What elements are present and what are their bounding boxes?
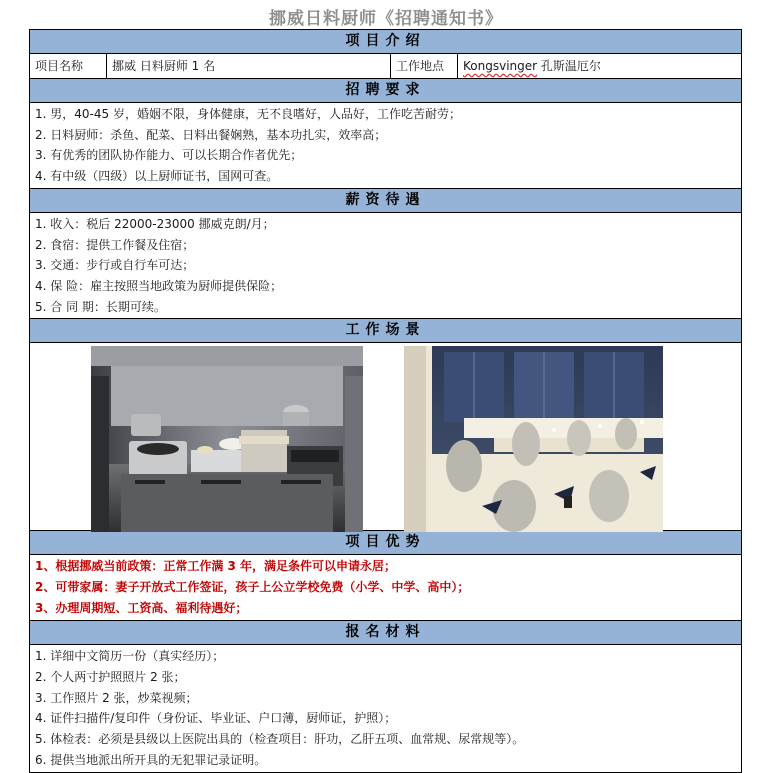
section-header-advantages: 项目优势 [30,531,741,555]
list-item: 2、可带家属：妻子开放式工作签证，孩子上公立学校免费（小学、中学、高中）； [35,580,470,595]
section-header-requirements: 招聘要求 [30,79,741,103]
dining-room-photo [404,346,663,532]
list-item: 3、办理周期短、工资高、福利待遇好； [35,601,248,616]
list-item: 4. 证件扫描件/复印件（身份证、毕业证、户口薄，厨师证，护照）； [35,711,397,726]
list-item: 1、根据挪威当前政策：正常工作满 3 年，满足条件可以申请永居； [35,559,397,574]
kitchen-photo [91,346,363,532]
list-item: 3. 工作照片 2 张，炒菜视频； [35,690,198,705]
section-header-salary: 薪资待遇 [30,189,741,213]
project-info-row [30,54,741,79]
workplace-photos [30,343,741,531]
location-cn: 孔斯温厄尔 [537,59,601,73]
section-header-materials: 报名材料 [30,621,741,645]
section-header-project-intro: 项目介绍 [30,30,741,54]
advantages-list [30,555,741,621]
location-en: Kongsvinger [463,59,538,73]
list-item: 3. 交通：步行或自行车可达； [35,258,195,273]
list-item: 2. 个人两寸护照照片 2 张； [35,670,186,685]
list-item: 5. 体检表：必须是县级以上医院出具的（检查项目：肝功，乙肝五项、血常规、尿常规等）。 [35,732,525,747]
project-name-label: 项目名称 [30,54,107,78]
requirements-list [30,103,741,189]
list-item: 5. 合 同 期：长期可续。 [35,299,166,314]
list-item: 1. 男，40-45 岁，婚姻不限，身体健康，无不良嗜好，人品好，工作吃苦耐劳； [35,107,461,121]
list-item: 4. 保 险：雇主按照当地政策为厨师提供保险； [35,278,283,293]
materials-list [30,645,741,771]
list-item: 3. 有优秀的团队协作能力、可以长期合作者优先； [35,148,303,163]
location-label: 工作地点 [391,54,458,78]
project-name-value: 挪威 日料厨师 1 名 [107,54,391,78]
recruitment-form [29,29,742,773]
list-item: 2. 日料厨师：杀鱼、配菜、日料出餐娴熟，基本功扎实，效率高； [35,127,387,142]
list-item: 4. 有中级（四级）以上厨师证书，国网可查。 [35,169,279,184]
list-item: 1. 收入：税后 22000-23000 挪威克朗/月； [35,216,275,231]
page-title: 挪威日料厨师《招聘通知书》 [269,9,503,29]
list-item: 2. 食宿：提供工作餐及住宿； [35,237,195,252]
salary-list [30,213,741,320]
section-header-workplace: 工作场景 [30,319,741,343]
location-value [458,54,741,78]
list-item: 1. 详细中文简历一份（真实经历）； [35,649,225,664]
list-item: 6. 提供当地派出所开具的无犯罪记录证明。 [35,752,267,767]
